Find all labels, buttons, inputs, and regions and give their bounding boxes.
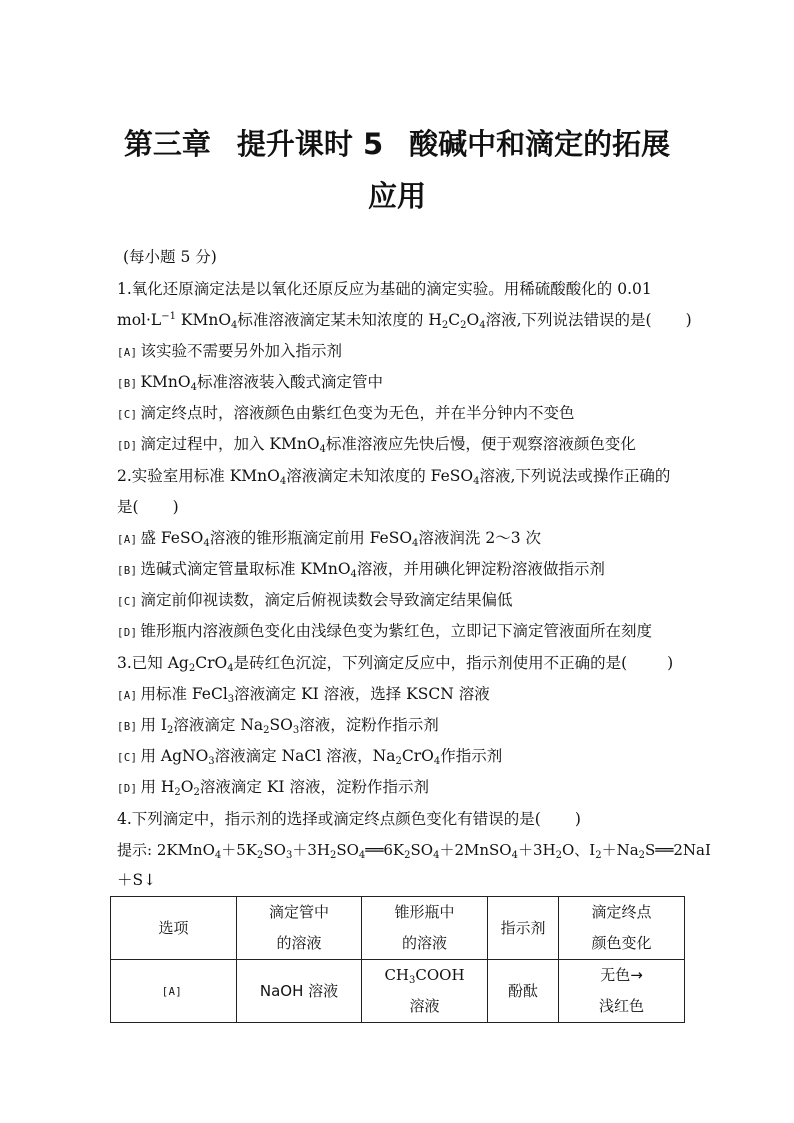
question-2-option-a[interactable]: [A] 盛 FeSO$_4$溶液的锥形瓶滴定前用 FeSO$_4$溶液润洗 2～3 次 [117,529,541,549]
question-3-option-c[interactable]: [C] 用 AgNO$_3$溶液滴定 NaCl 溶液，$Na_2CrO_4$作指示剂 [117,747,503,767]
header-color-change: 滴定终点 颜色变化 [559,897,685,960]
question-1-option-d[interactable]: [D] 滴定过程中，加入 KMnO$_4$标准溶液应先快后慢，便于观察溶液颜色变化 [117,435,636,455]
option-c-label: [C] [117,752,138,764]
option-c-label: [C] [117,596,138,608]
option-c-label: [C] [117,409,138,421]
question-3-option-d[interactable]: [D] 用 $H_2O_2$溶液滴定 KI 溶液，淀粉作指示剂 [117,778,429,798]
option-b-label: [B] [117,565,138,577]
question-3-stem: 3.已知 $Ag_2CrO_4$是砖红色沉淀，下列滴定反应中，指示剂使用不正确的是( ) [117,654,674,674]
cell-color-change: 无色→ 浅红色 [559,960,685,1023]
question-2-option-d[interactable]: [D] 锥形瓶内溶液颜色变化由浅绿色变为紫红色，立即记下滴定管液面所在刻度 [117,622,652,640]
cell-flask-solution: $CH_3COOH$ 溶液 [362,960,488,1023]
option-d-label: [D] [117,783,138,795]
header-flask-solution: 锥形瓶中 的溶液 [362,897,488,960]
header-burette-solution: 滴定管中 的溶液 [237,897,362,960]
table-row[interactable] [111,960,685,1023]
table-header-row [111,897,685,960]
option-b-label: [B] [117,378,138,390]
cell-indicator: 酚酞 [488,960,559,1023]
option-a-label: [A] [117,690,138,702]
header-indicator: 指示剂 [488,897,559,960]
score-note: (每小题 5 分) [123,248,217,266]
question-4-hint-continued: ＋S↓ [117,871,157,889]
cell-burette-solution: NaOH 溶液 [237,960,362,1023]
option-d-label: [D] [117,627,138,639]
question-4-stem: 4.下列滴定中，指示剂的选择或滴定终点颜色变化有错误的是( ) [117,810,581,828]
option-d-label: [D] [117,440,138,452]
question-2-stem: 2.实验室用标准 KMnO$_4$溶液滴定未知浓度的 FeSO$_4$溶液,下列说法或操作正确的 [117,467,671,487]
question-1-option-a[interactable]: [A] 该实验不需要另外加入指示剂 [117,342,342,360]
question-3-option-b[interactable]: [B] 用 $I_2$溶液滴定 $Na_2SO_3$溶液，淀粉作指示剂 [117,716,439,736]
options-table [110,896,685,1023]
question-2-stem-continued: 是( ) [117,498,179,516]
question-2-option-b[interactable]: [B] 选碱式滴定管量取标准 KMnO$_4$溶液，并用碘化钾淀粉溶液做指示剂 [117,560,605,580]
question-1-option-b[interactable]: [B] KMnO$_4$标准溶液装入酸式滴定管中 [117,373,383,393]
page-title-continued: 应用 [367,179,426,213]
question-4-hint: 提示: $2KMnO_4+5K_2SO_3+3H_2SO_4══6K_2SO_4+2MnSO_4+3H_2O$、$I_2+Na_2S══2NaI$ [117,841,711,861]
cell-option: [A] [111,960,237,1023]
question-1-stem: 1.氧化还原滴定法是以氧化还原反应为基础的滴定实验。用稀硫酸酸化的 0.01 [117,280,652,298]
question-2-option-c[interactable]: [C] 滴定前仰视读数，滴定后俯视读数会导致滴定结果偏低 [117,591,513,609]
option-a-label: [A] [117,534,138,546]
header-option: 选项 [111,897,237,960]
option-a-label: [A] [117,347,138,359]
page-title: 第三章 提升课时 5 酸碱中和滴定的拓展 [123,127,671,161]
question-3-option-a[interactable]: [A] 用标准 FeCl$_3$溶液滴定 KI 溶液，选择 KSCN 溶液 [117,685,490,705]
question-1-option-c[interactable]: [C] 滴定终点时，溶液颜色由紫红色变为无色，并在半分钟内不变色 [117,404,575,422]
question-1-stem-continued: $mol\cdot L^{-1}$ KMnO$_4$标准溶液滴定某未知浓度的 $H_2C_2O_4$溶液,下列说法错误的是( ) [117,311,692,331]
option-b-label: [B] [117,721,138,733]
